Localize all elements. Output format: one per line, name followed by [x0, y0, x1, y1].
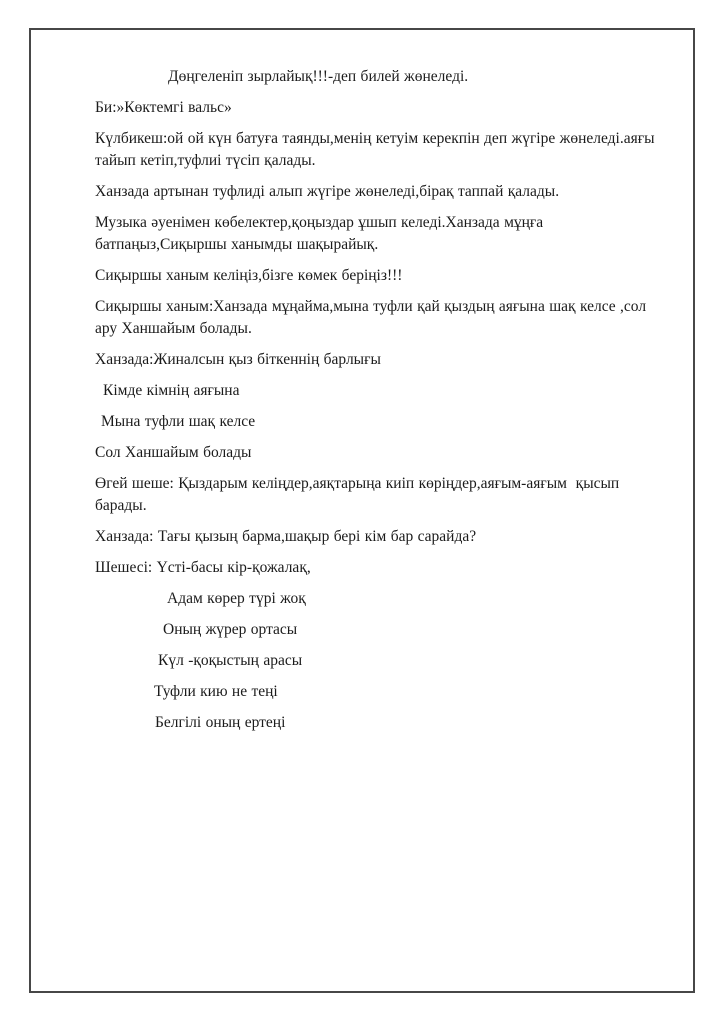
paragraph: Сиқыршы ханым:Ханзада мұңайма,мына туфли қай қыздың аяғына шақ келсе ,сол ару Ханшайым болады. — [95, 298, 651, 337]
paragraph: Адам көрер түрі жоқ — [167, 590, 306, 607]
paragraph: Би:»Көктемгі вальс» — [95, 99, 232, 116]
paragraph: Сиқыршы ханым келіңіз,бізге көмек беріңіз!!! — [95, 267, 403, 284]
document-page — [29, 28, 695, 993]
paragraph: Музыка әуенімен көбелектер,қоңыздар ұшып келеді.Ханзада мұңға батпаңыз,Сиқыршы ханымды шақырайық. — [95, 214, 548, 253]
paragraph: Мына туфли шақ келсе — [101, 413, 256, 430]
paragraph: Оның жүрер ортасы — [163, 621, 298, 638]
paragraph: Ханзада артынан туфлиді алып жүгіре жөнеледі,бірақ таппай қалады. — [95, 183, 560, 200]
paragraph: Ханзада: Тағы қызың барма,шақыр бері кім бар сарайда? — [95, 528, 477, 545]
paragraph: Өгей шеше: Қыздарым келіңдер,аяқтарыңа киіп көріңдер,аяғым-аяғым қысып барады. — [95, 475, 624, 514]
paragraph: Шешесі: Үсті-басы кір-қожалақ, — [95, 559, 311, 576]
paragraph: Күлбикеш:ой ой күн батуға таянды,менің кетуім керекпін деп жүгіре жөнеледі.аяғы тайып кетіп,туфлиі түсіп қалады. — [95, 130, 659, 169]
paragraph: Дөңгеленіп зырлайық!!!-деп билей жөнеледі. — [168, 68, 469, 85]
paragraph: Ханзада:Жиналсын қыз біткеннің барлығы — [95, 351, 381, 368]
paragraph: Туфли кию не теңі — [154, 683, 278, 700]
paragraph: Белгілі оның ертеңі — [155, 714, 286, 731]
document-body — [95, 66, 665, 734]
paragraph: Сол Ханшайым болады — [95, 444, 252, 461]
paragraph: Кімде кімнің аяғына — [103, 382, 240, 399]
paragraph: Күл -қоқыстың арасы — [158, 652, 303, 669]
